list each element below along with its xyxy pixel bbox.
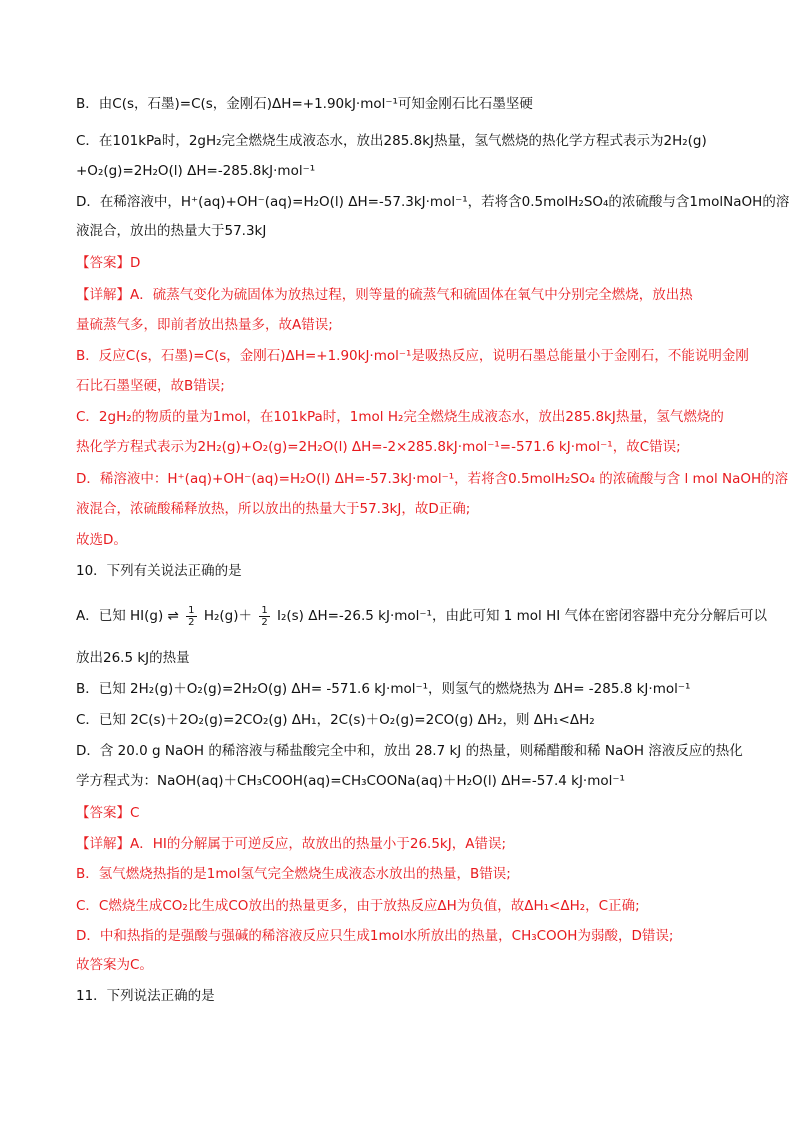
q10-explanation-c: C．C燃烧生成CO₂比生成CO放出的热量更多，由于放热反应ΔH为负值，故ΔH₁<ΔH₂，C正确; bbox=[76, 898, 640, 914]
q9-option-c-line2: +O₂(g)=2H₂O(l) ΔH=-285.8kJ·mol⁻¹ bbox=[76, 163, 316, 179]
fraction-one-half bbox=[186, 605, 196, 628]
q9-explanation-c-line2: 热化学方程式表示为2H₂(g)+O₂(g)=2H₂O(l) ΔH=-2×285.8kJ·mol⁻¹=-571.6 kJ·mol⁻¹，故C错误; bbox=[76, 439, 681, 455]
fraction-denominator: 2 bbox=[188, 616, 195, 628]
q9-explanation-a-line2: 量硫蒸气多，即前者放出热量多，故A错误; bbox=[76, 317, 333, 333]
q9-option-d-line1: D．在稀溶液中，H⁺(aq)+OH⁻(aq)=H₂O(l) ΔH=-57.3kJ·mol⁻¹，若将含0.5molH₂SO₄的浓硫酸与含1molNaOH的溶 bbox=[76, 194, 790, 210]
q9-conclusion: 故选D。 bbox=[76, 532, 127, 548]
q9-explanation-d-line2: 液混合，浓硫酸稀释放热，所以放出的热量大于57.3kJ，故D正确; bbox=[76, 501, 471, 517]
q9-explanation-b-line2: 石比石墨坚硬，故B错误; bbox=[76, 378, 225, 394]
q10-explanation-a: 【详解】A．HI的分解属于可逆反应，故放出的热量小于26.5kJ，A错误; bbox=[76, 836, 507, 852]
q10-option-a-line2: 放出26.5 kJ的热量 bbox=[76, 650, 190, 666]
q10-option-a-mid: H₂(g)＋ bbox=[203, 608, 253, 624]
q9-option-d-line2: 液混合，放出的热量大于57.3kJ bbox=[76, 223, 267, 239]
q10-option-c: C．已知 2C(s)＋2O₂(g)=2CO₂(g) ΔH₁，2C(s)＋O₂(g)=2CO(g) ΔH₂，则 ΔH₁<ΔH₂ bbox=[76, 712, 595, 728]
q10-option-a-line1 bbox=[76, 603, 767, 629]
q9-explanation-b-line1: B．反应C(s，石墨)=C(s，金刚石)ΔH=+1.90kJ·mol⁻¹是吸热反应，说明石墨总能量小于金刚石，不能说明金刚 bbox=[76, 348, 749, 364]
q9-answer: 【答案】D bbox=[76, 255, 141, 271]
fraction-numerator: 1 bbox=[261, 604, 268, 616]
q10-option-b: B．已知 2H₂(g)＋O₂(g)=2H₂O(g) ΔH= -571.6 kJ·mol⁻¹，则氢气的燃烧热为 ΔH= -285.8 kJ·mol⁻¹ bbox=[76, 681, 691, 697]
q9-explanation-c-line1: C．2gH₂的物质的量为1mol，在101kPa时，1mol H₂完全燃烧生成液态水，放出285.8kJ热量，氢气燃烧的 bbox=[76, 409, 724, 425]
q10-stem: 10．下列有关说法正确的是 bbox=[76, 563, 242, 579]
q10-option-a-prefix: A．已知 HI(g) ⇌ bbox=[76, 608, 179, 624]
q9-option-b: B．由C(s，石墨)=C(s，金刚石)ΔH=+1.90kJ·mol⁻¹可知金刚石比石墨坚硬 bbox=[76, 96, 533, 112]
q9-option-c-line1: C．在101kPa时，2gH₂完全燃烧生成液态水，放出285.8kJ热量，氢气燃烧的热化学方程式表示为2H₂(g) bbox=[76, 133, 707, 149]
q10-option-d-line2: 学方程式为：NaOH(aq)＋CH₃COOH(aq)=CH₃COONa(aq)＋H₂O(l) ΔH=-57.4 kJ·mol⁻¹ bbox=[76, 773, 625, 789]
q10-option-a-suffix: I₂(s) ΔH=-26.5 kJ·mol⁻¹，由此可知 1 mol HI 气体在密闭容器中充分分解后可以 bbox=[276, 608, 767, 624]
fraction-denominator: 2 bbox=[261, 616, 268, 628]
q10-explanation-d: D．中和热指的是强酸与强碱的稀溶液反应只生成1mol水所放出的热量，CH₃COOH为弱酸，D错误; bbox=[76, 928, 674, 944]
q10-answer: 【答案】C bbox=[76, 805, 140, 821]
q10-explanation-b: B．氢气燃烧热指的是1mol氢气完全燃烧生成液态水放出的热量，B错误; bbox=[76, 866, 511, 882]
fraction-one-half bbox=[259, 605, 269, 628]
q9-explanation-d-line1: D．稀溶液中：H⁺(aq)+OH⁻(aq)=H₂O(l) ΔH=-57.3kJ·mol⁻¹，若将含0.5molH₂SO₄ 的浓硫酸与含 l mol NaOH的溶 bbox=[76, 471, 789, 487]
q9-explanation-a-line1: 【详解】A．硫蒸气变化为硫固体为放热过程，则等量的硫蒸气和硫固体在氧气中分别完全燃烧，放出热 bbox=[76, 287, 693, 303]
q10-conclusion: 故答案为C。 bbox=[76, 957, 153, 973]
q11-stem: 11．下列说法正确的是 bbox=[76, 988, 215, 1004]
fraction-numerator: 1 bbox=[188, 604, 195, 616]
q10-option-d-line1: D．含 20.0 g NaOH 的稀溶液与稀盐酸完全中和，放出 28.7 kJ 的热量，则稀醋酸和稀 NaOH 溶液反应的热化 bbox=[76, 743, 743, 759]
